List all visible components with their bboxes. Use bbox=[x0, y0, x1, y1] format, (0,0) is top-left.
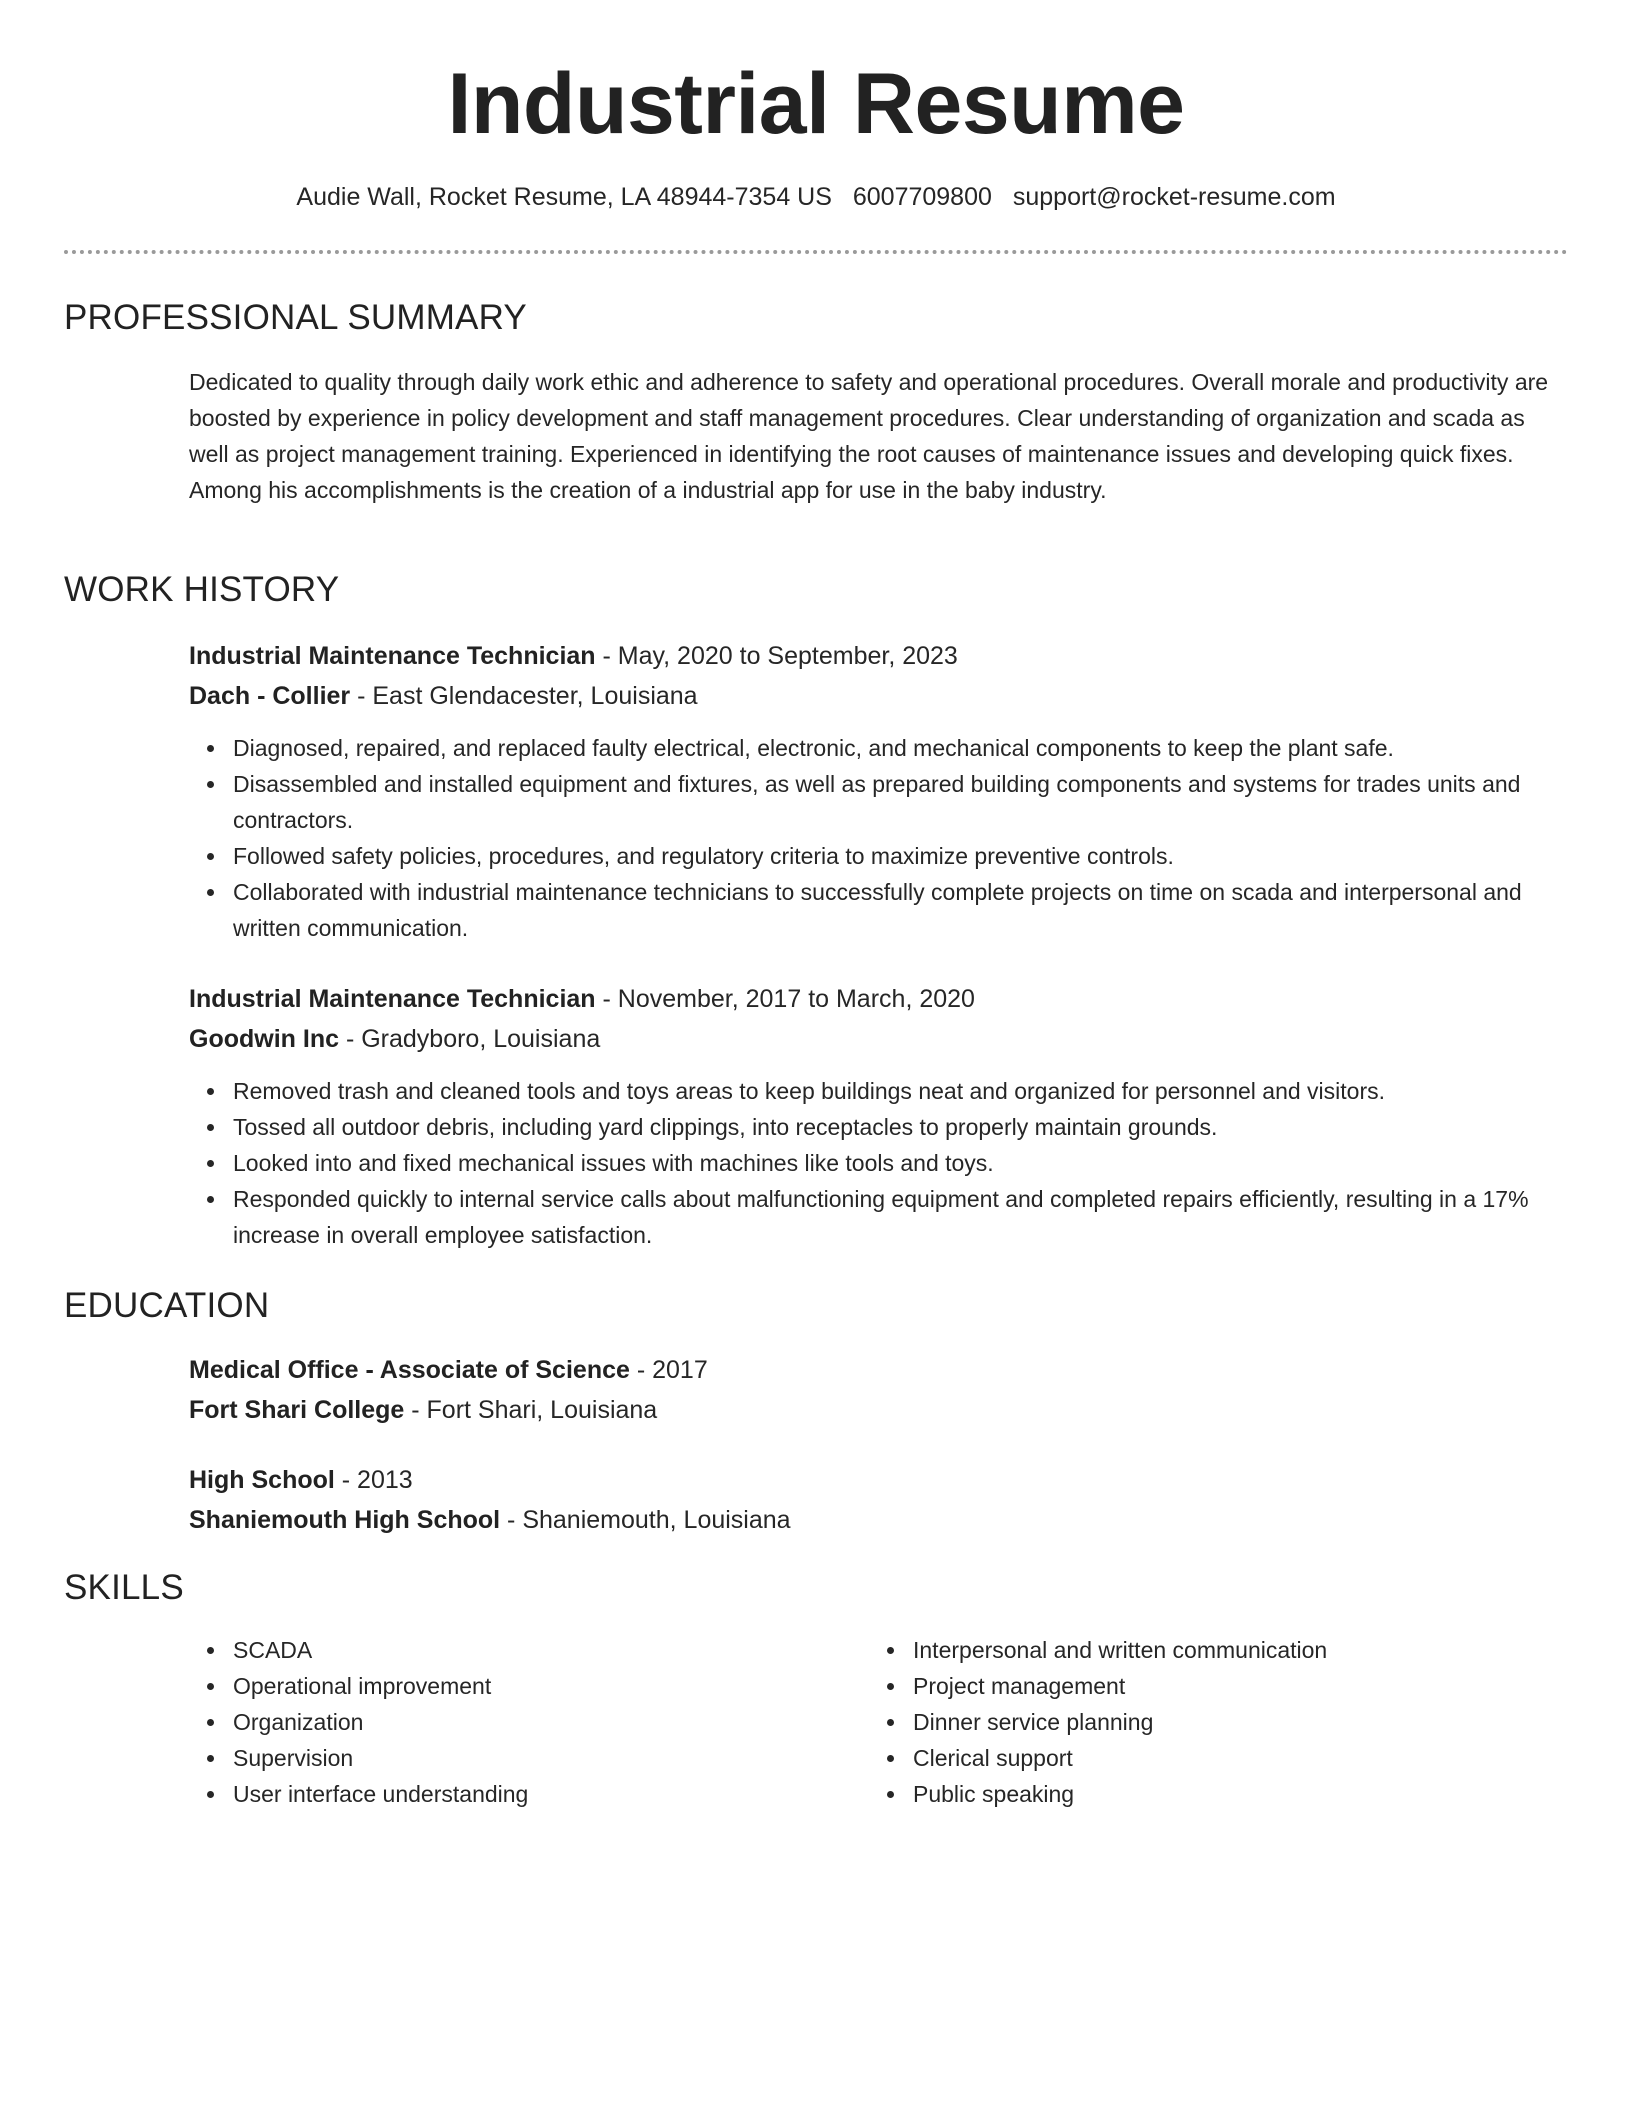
job-1-company-line bbox=[189, 676, 1549, 716]
list-item: Collaborated with industrial maintenance technicians to successfully complete projects on time on scada and interpersonal and written communication. bbox=[189, 874, 1549, 946]
contact-address: Audie Wall, Rocket Resume, LA 48944-7354 US bbox=[296, 183, 832, 211]
skills-right-column bbox=[869, 1632, 1489, 1812]
edu-1-degree: Medical Office - Associate of Science bbox=[189, 1356, 630, 1384]
summary-text: Dedicated to quality through daily work ethic and adherence to safety and operational procedures. Overall morale and productivity are boosted by experience in policy development and staff management procedures. Clear understanding of organization and scada as well as project management training. Experienced in identifying the root causes of maintenance issues and developing quick fixes. Among his accomplishments is the creation of a industrial app for use in the baby industry. bbox=[189, 369, 1549, 503]
skill-item: Public speaking bbox=[869, 1776, 1489, 1812]
list-item: Removed trash and cleaned tools and toys areas to keep buildings neat and organized for personnel and visitors. bbox=[189, 1073, 1549, 1109]
list-item: Followed safety policies, procedures, and regulatory criteria to maximize preventive controls. bbox=[189, 838, 1549, 874]
resume-title: Industrial Resume bbox=[447, 56, 1185, 152]
job-entry-1 bbox=[189, 636, 1549, 946]
job-1-bullets bbox=[189, 730, 1549, 946]
skill-item: Project management bbox=[869, 1668, 1489, 1704]
contact-line bbox=[0, 180, 1632, 214]
job-2-company-line bbox=[189, 1019, 1549, 1059]
job-2-bullets bbox=[189, 1073, 1549, 1253]
job-2-location: - Gradyboro, Louisiana bbox=[339, 1025, 601, 1053]
skill-item: Supervision bbox=[189, 1740, 809, 1776]
skills-left-column bbox=[189, 1632, 809, 1812]
job-2-company: Goodwin Inc bbox=[189, 1025, 339, 1053]
edu-2-degree-line bbox=[189, 1460, 1549, 1500]
list-item: Diagnosed, repaired, and replaced faulty electrical, electronic, and mechanical components to keep the plant safe. bbox=[189, 730, 1549, 766]
job-1-location: - East Glendacester, Louisiana bbox=[350, 682, 698, 710]
job-1-title-line bbox=[189, 636, 1549, 676]
edu-2-year: - 2013 bbox=[334, 1466, 413, 1494]
job-2-title-line bbox=[189, 979, 1549, 1019]
education-entry-1 bbox=[189, 1350, 1549, 1430]
job-1-company: Dach - Collier bbox=[189, 682, 351, 710]
list-item: Responded quickly to internal service calls about malfunctioning equipment and completed repairs efficiently, resulting in a 17% increase in overall employee satisfaction. bbox=[189, 1181, 1549, 1253]
edu-1-school-line bbox=[189, 1390, 1549, 1430]
skill-item: Organization bbox=[189, 1704, 809, 1740]
skill-item: Clerical support bbox=[869, 1740, 1489, 1776]
list-item: Disassembled and installed equipment and fixtures, as well as prepared building components and systems for trades units and contractors. bbox=[189, 766, 1549, 838]
education-entry-2 bbox=[189, 1460, 1549, 1540]
edu-2-school: Shaniemouth High School bbox=[189, 1506, 501, 1534]
edu-2-location: - Shaniemouth, Louisiana bbox=[500, 1506, 791, 1534]
skill-item: Interpersonal and written communication bbox=[869, 1632, 1489, 1668]
skills-heading: SKILLS bbox=[64, 1568, 184, 1607]
header-divider bbox=[64, 250, 1568, 254]
job-2-dates: - November, 2017 to March, 2020 bbox=[595, 985, 975, 1013]
contact-email: support@rocket-resume.com bbox=[1012, 183, 1336, 211]
list-item: Looked into and fixed mechanical issues with machines like tools and toys. bbox=[189, 1145, 1549, 1181]
job-entry-2 bbox=[189, 979, 1549, 1253]
edu-2-school-line bbox=[189, 1500, 1549, 1540]
list-item: Tossed all outdoor debris, including yard clippings, into receptacles to properly maintain grounds. bbox=[189, 1109, 1549, 1145]
contact-phone: 6007709800 bbox=[852, 183, 992, 211]
skills-right-list bbox=[869, 1632, 1489, 1812]
edu-1-year: - 2017 bbox=[629, 1356, 708, 1384]
skill-item: User interface understanding bbox=[189, 1776, 809, 1812]
education-heading: EDUCATION bbox=[64, 1286, 270, 1325]
edu-1-location: - Fort Shari, Louisiana bbox=[404, 1396, 658, 1424]
skill-item: Operational improvement bbox=[189, 1668, 809, 1704]
skills-left-list bbox=[189, 1632, 809, 1812]
edu-1-school: Fort Shari College bbox=[189, 1396, 405, 1424]
work-history-heading: WORK HISTORY bbox=[64, 570, 340, 609]
job-1-dates: - May, 2020 to September, 2023 bbox=[595, 642, 958, 670]
skill-item: SCADA bbox=[189, 1632, 809, 1668]
job-2-title: Industrial Maintenance Technician bbox=[189, 985, 596, 1013]
edu-2-degree: High School bbox=[189, 1466, 335, 1494]
summary-heading: PROFESSIONAL SUMMARY bbox=[64, 298, 527, 337]
skill-item: Dinner service planning bbox=[869, 1704, 1489, 1740]
job-1-title: Industrial Maintenance Technician bbox=[189, 642, 596, 670]
edu-1-degree-line bbox=[189, 1350, 1549, 1390]
